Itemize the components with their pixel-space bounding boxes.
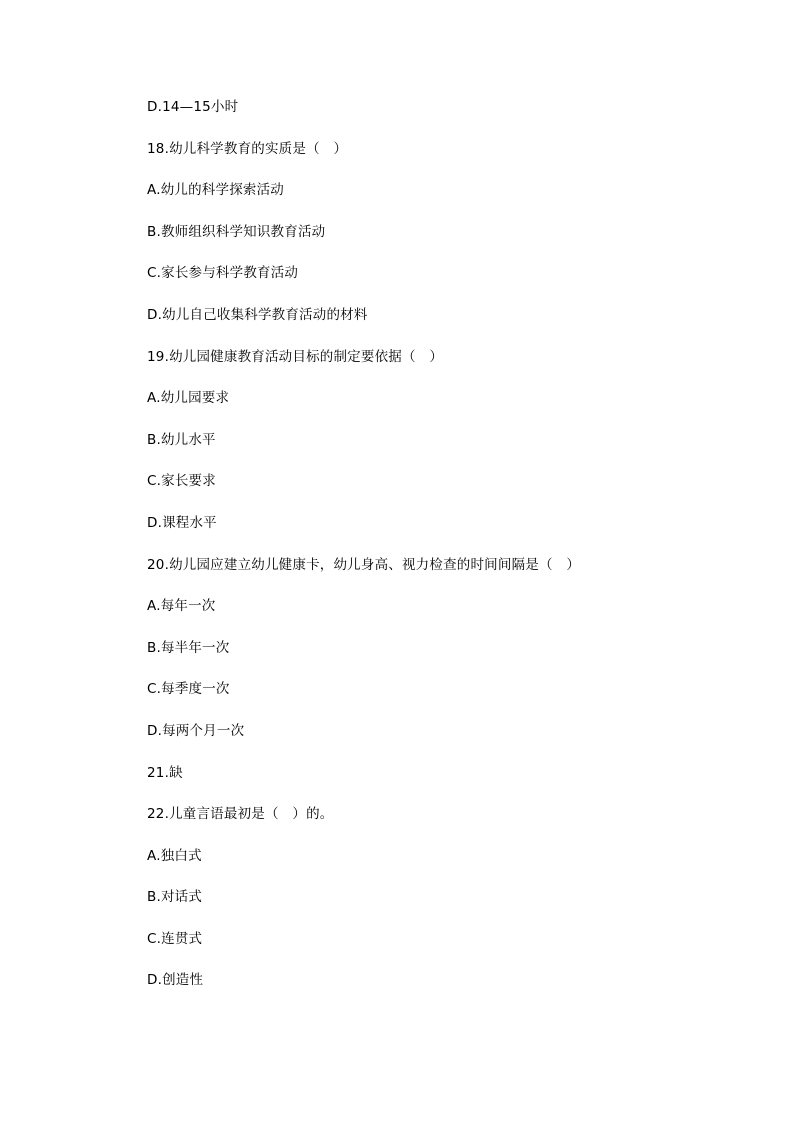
option-b-q19: B.幼儿水平 xyxy=(147,431,216,448)
option-c-q19: C.家长要求 xyxy=(147,473,216,490)
option-d-q22: D.创造性 xyxy=(147,972,204,989)
option-b-q22: B.对话式 xyxy=(147,889,203,906)
question-20: 20.幼儿园应建立幼儿健康卡，幼儿身高、视力检查的时间间隔是（ ） xyxy=(147,556,581,573)
option-b-q18: B.教师组织科学知识教育活动 xyxy=(147,223,326,240)
option-a-q19: A.幼儿园要求 xyxy=(147,390,230,407)
question-22: 22.儿童言语最初是（ ）的。 xyxy=(147,806,334,823)
option-a-q22: A.独白式 xyxy=(147,847,202,864)
question-19: 19.幼儿园健康教育活动目标的制定要依据（ ） xyxy=(147,348,444,365)
question-21: 21.缺 xyxy=(147,764,183,781)
option-d-q19: D.课程水平 xyxy=(147,514,217,531)
option-c-q22: C.连贯式 xyxy=(147,930,203,947)
option-a-q18: A.幼儿的科学探索活动 xyxy=(147,182,284,199)
option-d-q20: D.每两个月一次 xyxy=(147,722,245,739)
document-body xyxy=(147,96,747,1011)
option-a-q20: A.每年一次 xyxy=(147,598,216,615)
option-d-q17: D.14—15小时 xyxy=(147,99,239,115)
question-18: 18.幼儿科学教育的实质是（ ） xyxy=(147,140,348,157)
option-d-q18: D.幼儿自己收集科学教育活动的材料 xyxy=(147,306,368,323)
option-b-q20: B.每半年一次 xyxy=(147,639,230,656)
option-c-q20: C.每季度一次 xyxy=(147,681,230,698)
option-c-q18: C.家长参与科学教育活动 xyxy=(147,265,299,282)
